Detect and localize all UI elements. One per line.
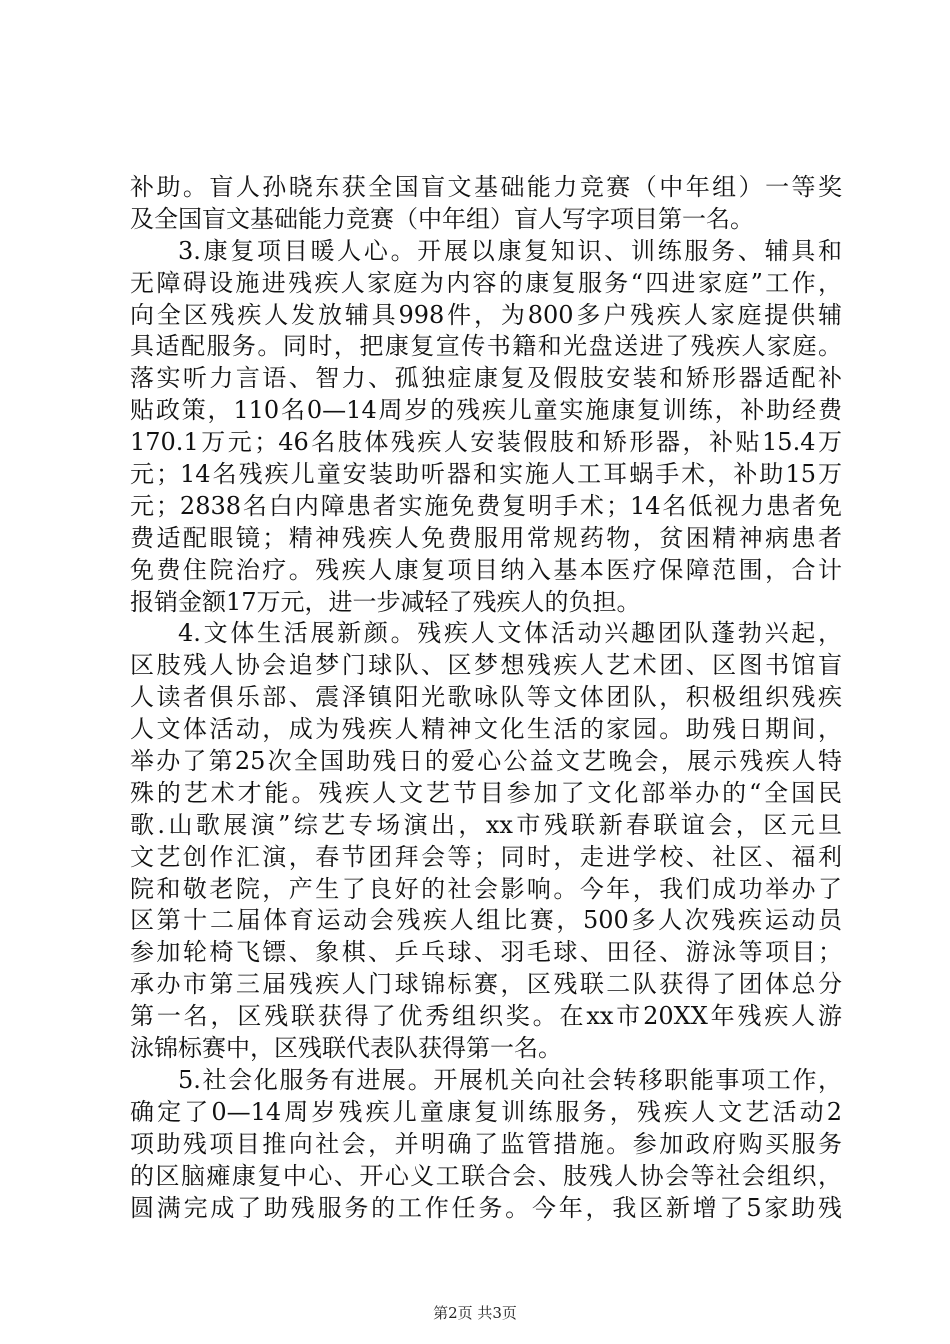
text-line: 向全区残疾人发放辅具998件，为800多户残疾人家庭提供辅 <box>130 300 842 329</box>
text-line: 人文体活动，成为残疾人精神文化生活的家园。助残日期间， <box>130 715 842 744</box>
text-line: 元；14名残疾儿童安装助听器和实施人工耳蜗手术，补助15万 <box>130 460 842 489</box>
text-line: 参加轮椅飞镖、象棋、乒乓球、羽毛球、田径、游泳等项目； <box>130 938 842 967</box>
text-line: 文艺创作汇演，春节团拜会等；同时，走进学校、社区、福利 <box>130 842 842 871</box>
text-line: 免费住院治疗。残疾人康复项目纳入基本医疗保障范围，合计 <box>130 555 842 584</box>
text-line: 人读者俱乐部、震泽镇阳光歌咏队等文体团队，积极组织残疾 <box>130 683 842 712</box>
text-line: 举办了第25次全国助残日的爱心公益文艺晚会，展示残疾人特 <box>130 747 842 776</box>
text-line: 承办市第三届残疾人门球锦标赛，区残联二队获得了团体总分 <box>130 970 842 999</box>
text-line: 确定了0—14周岁残疾儿童康复训练服务，残疾人文艺活动2 <box>130 1097 842 1126</box>
text-line: 歌.山歌展演”综艺专场演出，xx市残联新春联谊会，区元旦 <box>130 810 842 839</box>
text-line: 报销金额17万元，进一步减轻了残疾人的负担。 <box>130 587 641 616</box>
text-line: 的区脑瘫康复中心、开心义工联合会、肢残人协会等社会组织， <box>130 1161 842 1190</box>
text-line: 泳锦标赛中，区残联代表队获得第一名。 <box>130 1034 562 1063</box>
text-line: 170.1万元；46名肢体残疾人安装假肢和矫形器，补贴15.4万 <box>130 428 842 457</box>
text-line: 区肢残人协会追梦门球队、区梦想残疾人艺术团、区图书馆盲 <box>130 651 842 680</box>
text-line: 元；2838名白内障患者实施免费复明手术；14名低视力患者免 <box>130 491 842 520</box>
text-line: 落实听力言语、智力、孤独症康复及假肢安装和矫形器适配补 <box>130 364 842 393</box>
text-line: 具适配服务。同时，把康复宣传书籍和光盘送进了残疾人家庭。 <box>130 332 842 361</box>
text-line: 院和敬老院，产生了良好的社会影响。今年，我们成功举办了 <box>130 874 842 903</box>
text-line: 贴政策，110名0—14周岁的残疾儿童实施康复训练，补助经费 <box>130 396 842 425</box>
text-line: 项助残项目推向社会，并明确了监管措施。参加政府购买服务 <box>130 1129 842 1158</box>
document-body <box>130 172 842 1224</box>
text-line: 第一名，区残联获得了优秀组织奖。在xx市20XX年残疾人游 <box>130 1002 842 1031</box>
text-line: 4.文体生活展新颜。残疾人文体活动兴趣团队蓬勃兴起， <box>178 619 842 648</box>
text-line: 区第十二届体育运动会残疾人组比赛，500多人次残疾运动员 <box>130 906 842 935</box>
page-number-footer: 第2页 共3页 <box>433 1304 517 1322</box>
text-line: 无障碍设施进残疾人家庭为内容的康复服务“四进家庭”工作， <box>130 268 842 297</box>
text-line: 费适配眼镜；精神残疾人免费服用常规药物，贫困精神病患者 <box>130 523 842 552</box>
text-line: 补助。盲人孙晓东获全国盲文基础能力竞赛（中年组）一等奖 <box>130 173 842 201</box>
text-line: 及全国盲文基础能力竞赛（中年组）盲人写字项目第一名。 <box>130 204 754 233</box>
text-line: 5.社会化服务有进展。开展机关向社会转移职能事项工作， <box>178 1065 842 1094</box>
text-line: 殊的艺术才能。残疾人文艺节目参加了文化部举办的“全国民 <box>130 778 842 807</box>
text-line: 3.康复项目暖人心。开展以康复知识、训练服务、辅具和 <box>178 236 842 265</box>
text-line: 圆满完成了助残服务的工作任务。今年，我区新增了5家助残 <box>130 1193 842 1222</box>
